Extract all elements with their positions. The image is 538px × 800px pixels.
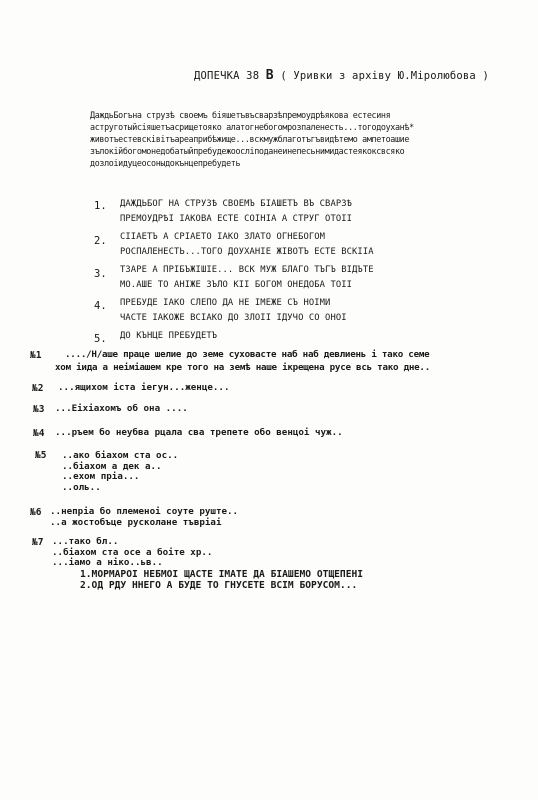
closing-line: 2.ОД РДУ ННЕГО А БУДЕ ТО ГНУСЕТЕ ВСІМ БОРУСОМ... [80,580,358,591]
header-mark: В [265,68,274,83]
list-line: ПРЕБУДЕ IАКО СЛЕПО ДА НЕ IМЕЖЕ СЪ НОIМИ [120,298,331,308]
glyph-line: зълокiйбогомонедобатыйпребудежоосліподанеинепесьнимидастеякоксвсяко [90,146,405,156]
closing-line: 1.МОРМАРОІ НЕБМОІ ЩАСТЕ IМАТЕ ДА БІАШЕМО ОТЩЕПЕНІ [80,569,364,580]
fragment-line: ..а жостобъце русколане тъвріаі [50,516,222,528]
fragment-line: ..оль.. [62,481,101,493]
fragment-line: ..ехом пріа... [62,471,140,482]
list-line: МО.АШЕ ТО АНIЖЕ ЗЪЛО КIІ БОГОМ ОНЕДОБА ТОІІ [120,280,353,290]
fragment-line: ...Еіхiахомъ об она .... [55,403,188,414]
header-source: ( Уривки з архіву Ю.Міролюбова ) [280,70,490,82]
fragment-line: ...ящихом іста іегун...женце... [58,382,230,393]
glyph-line: ДаждьБогъна струзѣ своемъ бiяшетъвъсварзѣпремоудрѣякова естесиня [90,110,391,120]
fragment-line: хом іида а неімiашем кре того на земѣ наше ікрещена русе всь тако дне.. [55,362,430,373]
glyph-transcription-block [90,109,414,169]
header-title: ДОПЕЧКА 38 [194,70,260,82]
glyph-line: животъестевсківiтъареаприбѣжище...вскмужблаготъгъвидѣтемо ампетоашие [90,134,410,144]
fragment-text [52,537,212,569]
fragment-tag: №1 [30,350,42,361]
fragment-text [55,350,430,373]
glyph-line: аструготыйсiяшетъасрищетояко алатогнебогомрозпаленесть...тогодоуханѣ* [90,122,414,132]
closing-lines [80,569,363,591]
fragment-text [55,404,188,414]
fragment-tag: №7 [32,537,44,548]
fragment-text [62,451,178,493]
fragment-line: ...ръем бо неубва рцала сва трепете обо венцоі чуж.. [55,427,343,438]
fragment-tag: №6 [30,507,42,518]
fragment-line: ...іамо а ніко..ьв.. [52,557,163,568]
fragment-line: ..ако біахом ста ос.. [62,450,179,461]
list-number: 4. [94,300,107,312]
list-number: 5. [94,333,107,345]
list-number: 1. [94,200,107,212]
fragment-tag: №3 [33,404,45,415]
list-line: ДО КЪНЦЕ ПРЕБУДЕТЪ [120,331,218,341]
fragment-line: ...тако бл.. [52,536,119,547]
fragment-line: ..біахом а дек а.. [62,460,162,472]
glyph-line: дозлоiидуцеосоныдокънцепребудеть [90,158,241,168]
fragment-line: ..../Н/аше праце шелие до земе суховасте наб наб девлиень і тако семе [65,349,430,360]
fragment-line: ..біахом ста осе а боіте хр.. [52,546,213,558]
list-line: РОСПАЛЕНЕСТЬ...ТОГО ДОУХАНIЕ ЖIВОТЪ ЕСТЕ ВСКIIА [120,247,374,257]
fragment-text [50,507,238,528]
fragment-line: ..непріа бо племеноі соуте руште.. [50,506,239,517]
list-line: СІІАЕТЪ А СРІАЕТО IАКО ЗЛАТО ОГНЕБОГОМ [120,232,326,242]
list-number: 3. [94,268,107,280]
fragment-text [58,383,229,393]
list-line: ПРЕМОУДРѢI IАКОВА ЕСТЕ СОІНІА А СТРУГ ОТОІІ [120,214,353,224]
list-number: 2. [94,235,107,247]
fragment-tag: №5 [35,450,47,461]
list-line: ТЗАРЕ А ПРIБЪЖIШIЕ... ВСК МУЖ БЛАГО ТЪГЪ ВIДЪТЕ [120,265,374,275]
document-header [194,68,489,83]
list-line: ДАЖДЬБОГ НА СТРУЗѢ СВОЕМЪ БIАШЕТЪ ВЪ СВАРЗѢ [120,199,353,209]
fragment-text [55,428,343,438]
fragment-tag: №4 [33,428,45,439]
fragment-tag: №2 [32,383,44,394]
list-line: ЧАСТЕ IАКОЖЕ ВСIАКО ДО ЗЛОII IДУЧО СО ОНОI [120,313,347,323]
